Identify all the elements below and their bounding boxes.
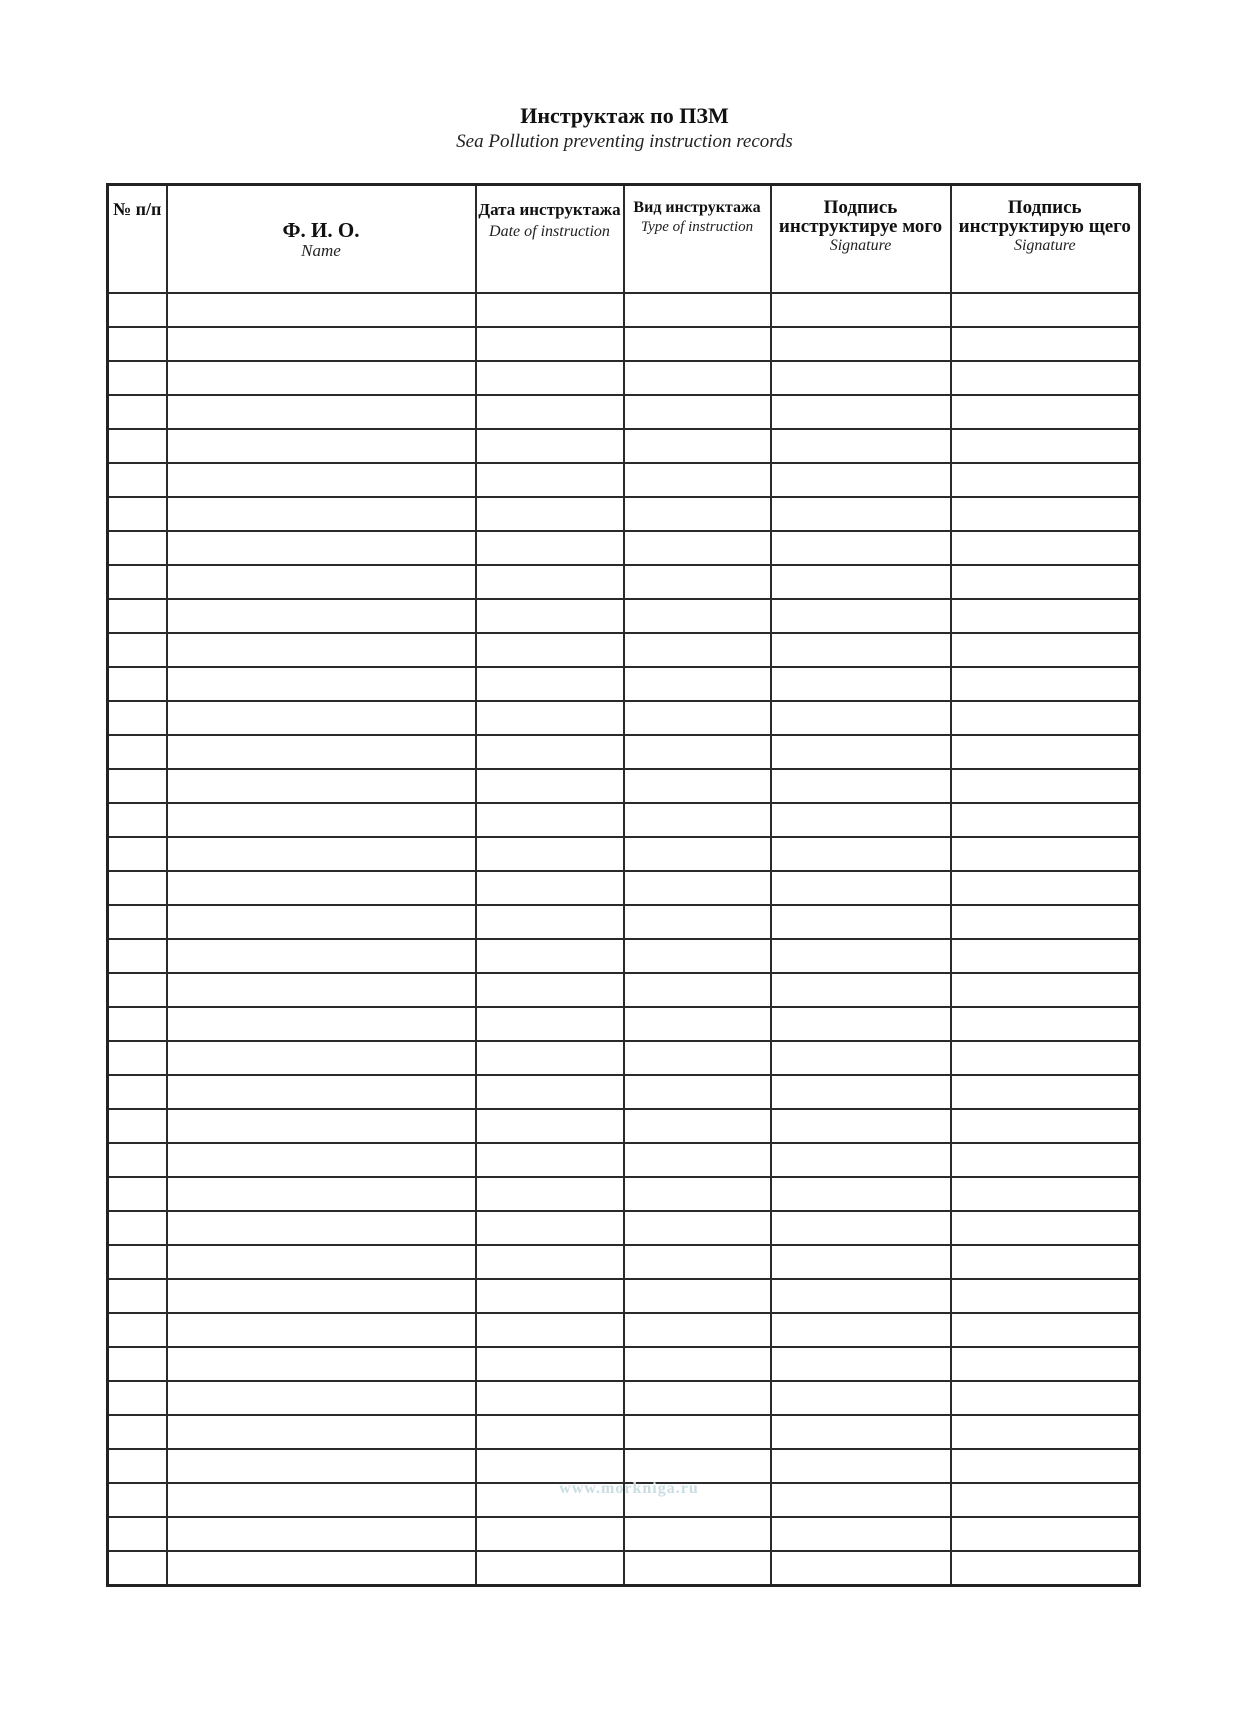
trainee-signature-cell bbox=[771, 1415, 951, 1449]
date-cell bbox=[476, 701, 624, 735]
number-cell bbox=[108, 1245, 167, 1279]
type-cell bbox=[624, 701, 771, 735]
instructor-signature-cell bbox=[951, 939, 1140, 973]
table-row bbox=[108, 1449, 1140, 1483]
date-cell bbox=[476, 361, 624, 395]
date-cell bbox=[476, 1313, 624, 1347]
instructor-signature-cell bbox=[951, 327, 1140, 361]
name-cell bbox=[167, 1313, 476, 1347]
records-body bbox=[108, 293, 1140, 1586]
page-subtitle: Sea Pollution preventing instruction records bbox=[456, 131, 793, 152]
name-cell bbox=[167, 531, 476, 565]
number-cell bbox=[108, 1279, 167, 1313]
table-row bbox=[108, 1177, 1140, 1211]
date-cell bbox=[476, 973, 624, 1007]
name-cell bbox=[167, 1415, 476, 1449]
page-title: Инструктаж по ПЗМ bbox=[520, 103, 729, 128]
date-cell bbox=[476, 327, 624, 361]
name-cell bbox=[167, 565, 476, 599]
table-row bbox=[108, 905, 1140, 939]
instructor-signature-cell bbox=[951, 1245, 1140, 1279]
table-row bbox=[108, 1245, 1140, 1279]
trainee-signature-cell bbox=[771, 735, 951, 769]
date-cell bbox=[476, 1517, 624, 1551]
type-cell bbox=[624, 803, 771, 837]
date-cell bbox=[476, 1109, 624, 1143]
name-cell bbox=[167, 905, 476, 939]
trainee-signature-cell bbox=[771, 1551, 951, 1586]
watermark: www.morkniga.ru bbox=[559, 1480, 699, 1497]
instructor-signature-cell bbox=[951, 1109, 1140, 1143]
number-cell bbox=[108, 1041, 167, 1075]
number-cell bbox=[108, 1007, 167, 1041]
type-cell bbox=[624, 1313, 771, 1347]
date-cell bbox=[476, 1143, 624, 1177]
date-cell bbox=[476, 803, 624, 837]
trainee-signature-cell bbox=[771, 1313, 951, 1347]
instructor-signature-cell bbox=[951, 667, 1140, 701]
date-cell bbox=[476, 1415, 624, 1449]
name-cell bbox=[167, 395, 476, 429]
instructor-signature-cell bbox=[951, 463, 1140, 497]
instructor-signature-cell bbox=[951, 701, 1140, 735]
table-row bbox=[108, 1313, 1140, 1347]
instructor-signature-cell bbox=[951, 1347, 1140, 1381]
trainee-signature-cell bbox=[771, 361, 951, 395]
trainee-signature-cell bbox=[771, 1075, 951, 1109]
trainee-signature-cell bbox=[771, 1109, 951, 1143]
date-cell bbox=[476, 497, 624, 531]
trainee-signature-cell bbox=[771, 769, 951, 803]
table-row bbox=[108, 1381, 1140, 1415]
number-cell bbox=[108, 905, 167, 939]
instructor-signature-cell bbox=[951, 1551, 1140, 1586]
instructor-signature-cell bbox=[951, 1177, 1140, 1211]
number-cell bbox=[108, 361, 167, 395]
type-cell bbox=[624, 1177, 771, 1211]
name-cell bbox=[167, 769, 476, 803]
name-cell bbox=[167, 327, 476, 361]
name-cell bbox=[167, 1075, 476, 1109]
table-row bbox=[108, 1007, 1140, 1041]
table-row bbox=[108, 1551, 1140, 1586]
trainee-signature-cell bbox=[771, 1177, 951, 1211]
name-cell bbox=[167, 1109, 476, 1143]
table-row bbox=[108, 1109, 1140, 1143]
instructor-signature-cell bbox=[951, 633, 1140, 667]
date-cell bbox=[476, 1177, 624, 1211]
instructor-signature-cell bbox=[951, 1007, 1140, 1041]
name-cell bbox=[167, 701, 476, 735]
trainee-signature-cell bbox=[771, 565, 951, 599]
instructor-signature-cell bbox=[951, 871, 1140, 905]
date-cell bbox=[476, 939, 624, 973]
instructor-signature-cell bbox=[951, 973, 1140, 1007]
type-cell bbox=[624, 1381, 771, 1415]
trainee-signature-cell bbox=[771, 429, 951, 463]
type-cell bbox=[624, 395, 771, 429]
type-cell bbox=[624, 769, 771, 803]
name-cell bbox=[167, 1381, 476, 1415]
instructor-signature-cell bbox=[951, 293, 1140, 327]
column-header-trainee-signature-translation: Signature bbox=[829, 237, 892, 254]
type-cell bbox=[624, 1415, 771, 1449]
type-cell bbox=[624, 1347, 771, 1381]
type-cell bbox=[624, 837, 771, 871]
table-row bbox=[108, 1075, 1140, 1109]
date-cell bbox=[476, 463, 624, 497]
number-cell bbox=[108, 735, 167, 769]
trainee-signature-cell bbox=[771, 1279, 951, 1313]
type-cell bbox=[624, 633, 771, 667]
number-cell bbox=[108, 599, 167, 633]
date-cell bbox=[476, 395, 624, 429]
trainee-signature-cell bbox=[771, 497, 951, 531]
number-cell bbox=[108, 667, 167, 701]
number-cell bbox=[108, 293, 167, 327]
name-cell bbox=[167, 1279, 476, 1313]
number-cell bbox=[108, 1177, 167, 1211]
date-cell bbox=[476, 429, 624, 463]
number-cell bbox=[108, 429, 167, 463]
type-cell bbox=[624, 1041, 771, 1075]
type-cell bbox=[624, 1551, 771, 1586]
date-cell bbox=[476, 837, 624, 871]
type-cell bbox=[624, 1143, 771, 1177]
number-cell bbox=[108, 1347, 167, 1381]
number-cell bbox=[108, 1483, 167, 1517]
date-cell bbox=[476, 599, 624, 633]
number-cell bbox=[108, 837, 167, 871]
table-row bbox=[108, 463, 1140, 497]
trainee-signature-cell bbox=[771, 463, 951, 497]
number-cell bbox=[108, 395, 167, 429]
instructor-signature-cell bbox=[951, 769, 1140, 803]
trainee-signature-cell bbox=[771, 599, 951, 633]
column-header-date-label: Дата инструктажа bbox=[478, 200, 621, 219]
table-row bbox=[108, 531, 1140, 565]
date-cell bbox=[476, 735, 624, 769]
column-header-trainee-signature bbox=[771, 185, 951, 294]
date-cell bbox=[476, 1347, 624, 1381]
number-cell bbox=[108, 1551, 167, 1586]
name-cell bbox=[167, 1449, 476, 1483]
table-row bbox=[108, 1279, 1140, 1313]
type-cell bbox=[624, 871, 771, 905]
date-cell bbox=[476, 1041, 624, 1075]
date-cell bbox=[476, 1007, 624, 1041]
column-header-number bbox=[108, 185, 167, 294]
name-cell bbox=[167, 803, 476, 837]
instructor-signature-cell bbox=[951, 1449, 1140, 1483]
table-row bbox=[108, 1517, 1140, 1551]
trainee-signature-cell bbox=[771, 1143, 951, 1177]
name-cell bbox=[167, 1551, 476, 1586]
table-row bbox=[108, 1347, 1140, 1381]
table-row bbox=[108, 361, 1140, 395]
instructor-signature-cell bbox=[951, 1143, 1140, 1177]
column-header-trainee-signature-label: Подпись инструктируе мого bbox=[778, 197, 943, 237]
name-cell bbox=[167, 1483, 476, 1517]
table-row bbox=[108, 395, 1140, 429]
type-cell bbox=[624, 361, 771, 395]
name-cell bbox=[167, 871, 476, 905]
column-header-date-translation: Date of instruction bbox=[489, 223, 610, 240]
number-cell bbox=[108, 327, 167, 361]
instructor-signature-cell bbox=[951, 1483, 1140, 1517]
date-cell bbox=[476, 1449, 624, 1483]
type-cell bbox=[624, 599, 771, 633]
table-row bbox=[108, 327, 1140, 361]
instructor-signature-cell bbox=[951, 531, 1140, 565]
instructor-signature-cell bbox=[951, 1415, 1140, 1449]
name-cell bbox=[167, 1041, 476, 1075]
table-row bbox=[108, 429, 1140, 463]
table-row bbox=[108, 293, 1140, 327]
table-row bbox=[108, 599, 1140, 633]
instructor-signature-cell bbox=[951, 837, 1140, 871]
instructor-signature-cell bbox=[951, 1517, 1140, 1551]
date-cell bbox=[476, 531, 624, 565]
table-row bbox=[108, 1143, 1140, 1177]
column-header-date bbox=[476, 185, 624, 294]
number-cell bbox=[108, 565, 167, 599]
table-row bbox=[108, 1041, 1140, 1075]
trainee-signature-cell bbox=[771, 327, 951, 361]
type-cell bbox=[624, 565, 771, 599]
date-cell bbox=[476, 1279, 624, 1313]
instructor-signature-cell bbox=[951, 395, 1140, 429]
instructor-signature-cell bbox=[951, 1075, 1140, 1109]
instructor-signature-cell bbox=[951, 1279, 1140, 1313]
instructor-signature-cell bbox=[951, 1381, 1140, 1415]
date-cell bbox=[476, 1483, 624, 1517]
number-cell bbox=[108, 531, 167, 565]
instructor-signature-cell bbox=[951, 429, 1140, 463]
name-cell bbox=[167, 463, 476, 497]
name-cell bbox=[167, 939, 476, 973]
number-cell bbox=[108, 1381, 167, 1415]
instruction-records-table bbox=[106, 183, 1141, 1587]
trainee-signature-cell bbox=[771, 905, 951, 939]
trainee-signature-cell bbox=[771, 973, 951, 1007]
date-cell bbox=[476, 871, 624, 905]
number-cell bbox=[108, 463, 167, 497]
trainee-signature-cell bbox=[771, 871, 951, 905]
trainee-signature-cell bbox=[771, 939, 951, 973]
instructor-signature-cell bbox=[951, 1041, 1140, 1075]
trainee-signature-cell bbox=[771, 395, 951, 429]
instructor-signature-cell bbox=[951, 565, 1140, 599]
instructor-signature-cell bbox=[951, 497, 1140, 531]
number-cell bbox=[108, 1415, 167, 1449]
trainee-signature-cell bbox=[771, 1381, 951, 1415]
number-cell bbox=[108, 1211, 167, 1245]
table-row bbox=[108, 769, 1140, 803]
instructor-signature-cell bbox=[951, 1313, 1140, 1347]
trainee-signature-cell bbox=[771, 803, 951, 837]
table-row bbox=[108, 837, 1140, 871]
name-cell bbox=[167, 837, 476, 871]
trainee-signature-cell bbox=[771, 531, 951, 565]
date-cell bbox=[476, 565, 624, 599]
type-cell bbox=[624, 973, 771, 1007]
trainee-signature-cell bbox=[771, 293, 951, 327]
name-cell bbox=[167, 429, 476, 463]
column-header-name-label: Ф. И. О. bbox=[282, 218, 360, 242]
name-cell bbox=[167, 1177, 476, 1211]
date-cell bbox=[476, 769, 624, 803]
number-cell bbox=[108, 1109, 167, 1143]
type-cell bbox=[624, 939, 771, 973]
type-cell bbox=[624, 1483, 771, 1517]
type-cell bbox=[624, 1279, 771, 1313]
column-header-instructor-signature-label: Подпись инструктирую щего bbox=[958, 197, 1131, 237]
instructor-signature-cell bbox=[951, 599, 1140, 633]
column-header-name-translation: Name bbox=[301, 241, 341, 260]
trainee-signature-cell bbox=[771, 1211, 951, 1245]
number-cell bbox=[108, 497, 167, 531]
date-cell bbox=[476, 1381, 624, 1415]
name-cell bbox=[167, 1143, 476, 1177]
table-row bbox=[108, 633, 1140, 667]
name-cell bbox=[167, 497, 476, 531]
table-row bbox=[108, 803, 1140, 837]
column-header-instructor-signature-translation: Signature bbox=[1013, 237, 1076, 254]
name-cell bbox=[167, 1347, 476, 1381]
table-row bbox=[108, 973, 1140, 1007]
instructor-signature-cell bbox=[951, 1211, 1140, 1245]
type-cell bbox=[624, 1517, 771, 1551]
table-row bbox=[108, 565, 1140, 599]
date-cell bbox=[476, 1551, 624, 1586]
type-cell bbox=[624, 463, 771, 497]
trainee-signature-cell bbox=[771, 837, 951, 871]
type-cell bbox=[624, 1075, 771, 1109]
table-row bbox=[108, 871, 1140, 905]
number-cell bbox=[108, 769, 167, 803]
type-cell bbox=[624, 1211, 771, 1245]
name-cell bbox=[167, 1211, 476, 1245]
type-cell bbox=[624, 905, 771, 939]
number-cell bbox=[108, 803, 167, 837]
name-cell bbox=[167, 599, 476, 633]
table-row bbox=[108, 939, 1140, 973]
table-row bbox=[108, 1483, 1140, 1517]
number-cell bbox=[108, 1143, 167, 1177]
trainee-signature-cell bbox=[771, 1483, 951, 1517]
trainee-signature-cell bbox=[771, 701, 951, 735]
trainee-signature-cell bbox=[771, 1517, 951, 1551]
name-cell bbox=[167, 667, 476, 701]
number-cell bbox=[108, 871, 167, 905]
trainee-signature-cell bbox=[771, 1245, 951, 1279]
type-cell bbox=[624, 327, 771, 361]
name-cell bbox=[167, 973, 476, 1007]
name-cell bbox=[167, 293, 476, 327]
column-header-number-label: № п/п bbox=[113, 199, 162, 219]
instructor-signature-cell bbox=[951, 361, 1140, 395]
column-header-name bbox=[167, 185, 476, 294]
table-row bbox=[108, 667, 1140, 701]
column-header-type bbox=[624, 185, 771, 294]
type-cell bbox=[624, 1245, 771, 1279]
number-cell bbox=[108, 633, 167, 667]
name-cell bbox=[167, 633, 476, 667]
date-cell bbox=[476, 293, 624, 327]
type-cell bbox=[624, 429, 771, 463]
table-row bbox=[108, 735, 1140, 769]
instructor-signature-cell bbox=[951, 803, 1140, 837]
trainee-signature-cell bbox=[771, 633, 951, 667]
column-header-type-translation: Type of instruction bbox=[640, 219, 754, 235]
number-cell bbox=[108, 1313, 167, 1347]
date-cell bbox=[476, 667, 624, 701]
number-cell bbox=[108, 1517, 167, 1551]
trainee-signature-cell bbox=[771, 1007, 951, 1041]
column-header-type-label: Вид инструктажа bbox=[633, 199, 761, 216]
column-header-instructor-signature bbox=[951, 185, 1140, 294]
table-row bbox=[108, 701, 1140, 735]
date-cell bbox=[476, 633, 624, 667]
table-header-row bbox=[108, 185, 1140, 294]
date-cell bbox=[476, 905, 624, 939]
date-cell bbox=[476, 1075, 624, 1109]
trainee-signature-cell bbox=[771, 1347, 951, 1381]
number-cell bbox=[108, 939, 167, 973]
name-cell bbox=[167, 1517, 476, 1551]
type-cell bbox=[624, 1007, 771, 1041]
date-cell bbox=[476, 1211, 624, 1245]
number-cell bbox=[108, 973, 167, 1007]
type-cell bbox=[624, 293, 771, 327]
name-cell bbox=[167, 1007, 476, 1041]
table-row bbox=[108, 1415, 1140, 1449]
instructor-signature-cell bbox=[951, 905, 1140, 939]
trainee-signature-cell bbox=[771, 1041, 951, 1075]
trainee-signature-cell bbox=[771, 1449, 951, 1483]
type-cell bbox=[624, 735, 771, 769]
number-cell bbox=[108, 701, 167, 735]
date-cell bbox=[476, 1245, 624, 1279]
number-cell bbox=[108, 1449, 167, 1483]
name-cell bbox=[167, 1245, 476, 1279]
type-cell bbox=[624, 497, 771, 531]
instructor-signature-cell bbox=[951, 735, 1140, 769]
type-cell bbox=[624, 1449, 771, 1483]
trainee-signature-cell bbox=[771, 667, 951, 701]
name-cell bbox=[167, 361, 476, 395]
table-row bbox=[108, 497, 1140, 531]
type-cell bbox=[624, 667, 771, 701]
table-row bbox=[108, 1211, 1140, 1245]
number-cell bbox=[108, 1075, 167, 1109]
type-cell bbox=[624, 1109, 771, 1143]
name-cell bbox=[167, 735, 476, 769]
type-cell bbox=[624, 531, 771, 565]
